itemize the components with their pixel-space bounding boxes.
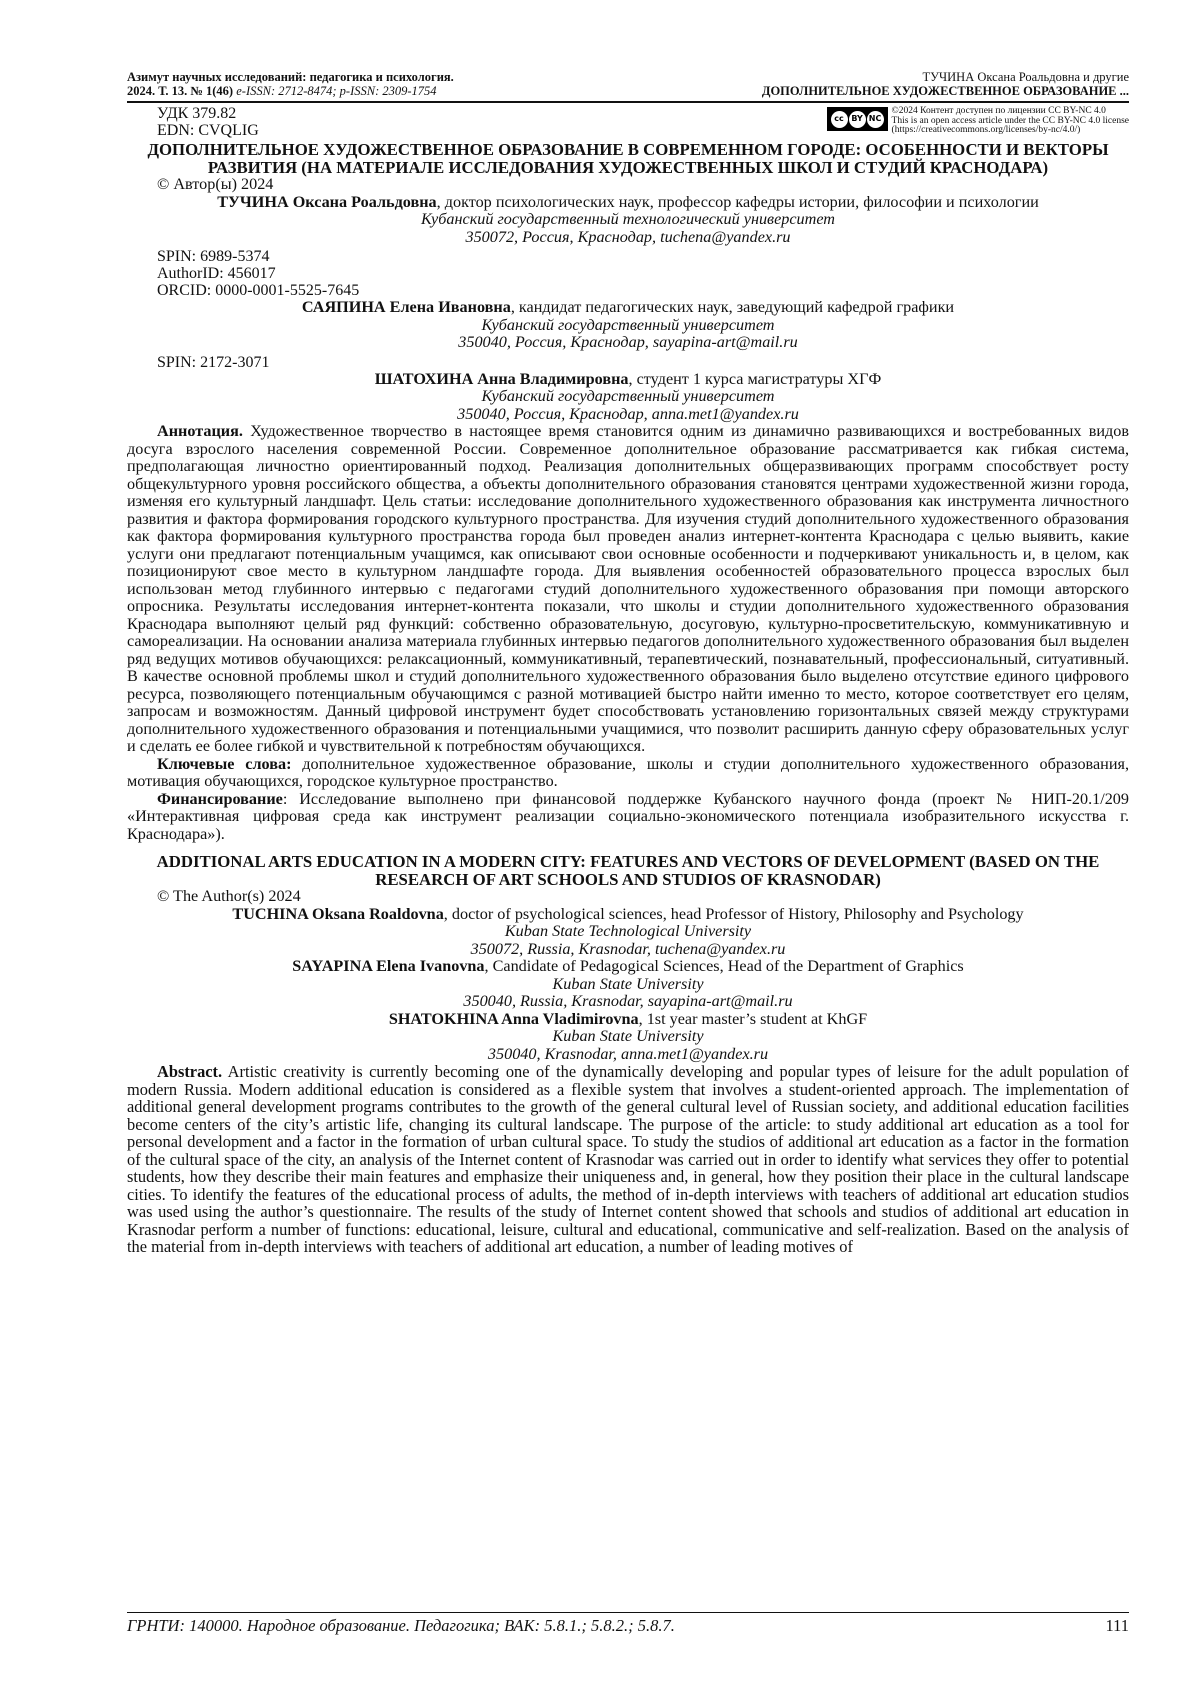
author-role: , 1st year master’s student at KhGF <box>638 1009 868 1028</box>
author-role: , doctor of psychological sciences, head Professor of History, Philosophy and Psychology <box>443 904 1024 923</box>
author-org: Кубанский государственный технологический университет <box>421 210 835 228</box>
running-title: ДОПОЛНИТЕЛЬНОЕ ХУДОЖЕСТВЕННОЕ ОБРАЗОВАНИЕ ... <box>761 84 1129 98</box>
orcid: ORCID: 0000-0001-5525-7645 <box>157 282 360 299</box>
funding-label: Финансирование <box>157 789 283 808</box>
author-name: САЯПИНА Елена Ивановна <box>301 298 511 316</box>
author-block-en-1 <box>127 906 1129 959</box>
keywords-text: дополнительное художественное образование, школы и студии дополнительного художественного образования, мотивация обучающихся, городское культурное пространство. <box>127 754 1129 790</box>
author-name: SHATOKHINA Anna Vladimirovna <box>388 1009 639 1028</box>
abstract-text: Artistic creativity is currently becoming one of the dynamically developing and popular types of leisure for the adult population of modern Russia. Modern additional education is considered as a flexible system that involves a student-oriented approach. The implementation of additional general development programs contributes to the growth of the general cultural level of Russian society, and additional education facilities become centers of the city’s artistic life, changing its cultural landscape. The purpose of the article: to study additional art education as a tool for personal development and a factor in the formation of urban cultural space. To study the studios of additional art education as a factor in the formation of the cultural space of the city, an analysis of the Internet content of Krasnodar was carried out in order to identify what services they offer to potential students, how they describe their main features and emphasize their uniqueness and, in general, how they position their place in the cultural landscape cities. To identify the features of the educational process of adults, the method of in-depth interviews with teachers of additional art education studios was used using the author’s questionnaire. The results of the study of Internet content showed that schools and studios of additional art education in Krasnodar perform a number of functions: educational, leisure, cultural and educational, communicative and self-realization. Based on the analysis of the material from in-depth interviews with teachers of additional art education, a number of leading motives of <box>127 1062 1129 1256</box>
article-title-en: ADDITIONAL ARTS EDUCATION IN A MODERN CITY: FEATURES AND VECTORS OF DEVELOPMENT (BASED ON THE RESEARCH OF ART SCHOOLS AND STUDIOS OF KRASNODAR) <box>156 852 1100 889</box>
license-link[interactable]: (https://creativecommons.org/licenses/by-nc/4.0/) <box>891 125 1081 135</box>
spin: SPIN: 6989-5374 <box>157 248 270 265</box>
author-org: Кубанский государственный университет <box>481 387 775 405</box>
spin: SPIN: 2172-3071 <box>157 353 270 371</box>
copyright-ru: © Автор(ы) 2024 <box>157 175 274 193</box>
header-rule <box>127 101 1129 103</box>
funding-ru <box>127 791 1129 844</box>
abstract-label: Аннотация. <box>157 422 243 440</box>
author-org: Кубанский государственный университет <box>481 315 775 334</box>
page-footer <box>127 1612 1129 1636</box>
author-org: Kuban State Technological University <box>504 922 752 940</box>
abstract-text: Художественное творчество в настоящее время становится одним из динамично развивающихся и востребованных видов досуга взрослого населения современной России. Современное дополнительное образование рассматривается как гибкая система, предполагающая личностно ориентированный подход. Реализация дополнительных общеразвивающих программ способствует росту общекультурного уровня российского общества, а объекты дополнительного образования становятся центрами художественной жизни города, изменяя его культурный ландшафт. Цель статьи: исследование дополнительного художественного образования как инструмента личностного развития и фактора формирования городского культурного пространства. Для изучения студий дополнительного художественного образования как фактора формирования культурного пространства города был проведен анализ интернет-контента Краснодара с целью выявить, какие услуги они предлагают потенциальным учащимся, как описывают свои основные особенности и подчеркивают уникальность и, в целом, как позиционируют свое место в культурном ландшафте города. Для выявления особенностей образовательного процесса взрослых был использован метод глубинного интервью с педагогами студий дополнительного художественного образования при помощи авторского опросника. Результаты исследования интернет-контента показали, что школы и студии дополнительного художественного образования Краснодара выполняют целый ряд функций: собственно образовательную, досуговую, культурно-просветительскую, коммуникативную и самореализации. На основании анализа материала глубинных интервью педагогов дополнительного художественного образования был выделен ряд ведущих мотивов обучающихся: релаксационный, коммуникативный, терапевтический, познавательный, профессиональный, ситуативный. В качестве основной проблемы школ и студий дополнительного художественного образования было выделено отсутствие единого цифрового ресурса, позволяющего потенциальным обучающимся с разной мотивацией быстро найти именно то место, которое соответствует его целям, запросам и возможностям. Данный цифровой инструмент будет способствовать установлению горизонтальных связей между структурами дополнительного художественного образования и потенциальными учащимися, что позволит расширить данную сферу образовательных услуг и сделать ее более гибкой и чувствительной к потребностям обучающихся. <box>127 422 1129 755</box>
journal-name: Азимут научных исследований: педагогика и психология. <box>127 70 454 84</box>
author-block-ru-1 <box>127 194 1129 300</box>
author-block-ru-2 <box>127 299 1129 371</box>
author-role: , кандидат педагогических наук, заведующий кафедрой графики <box>510 298 955 316</box>
author-id: AuthorID: 456017 <box>157 265 276 282</box>
author-address[interactable]: 350040, Krasnodar, anna.met1@yandex.ru <box>487 1044 769 1063</box>
author-name: ШАТОХИНА Анна Владимировна <box>374 369 629 388</box>
author-org: Kuban State University <box>552 974 704 993</box>
author-block-en-2 <box>127 958 1129 1011</box>
by-attribution-icon: BY <box>849 111 866 128</box>
author-role: , доктор психологических наук, профессор кафедры истории, философии и психологии <box>436 192 1039 211</box>
author-address[interactable]: 350040, Russia, Krasnodar, sayapina-art@mail.ru <box>463 992 793 1010</box>
journal-issue: 2024. Т. 13. № 1(46) e-ISSN: 2712-8474; p-ISSN: 2309-1754 <box>127 84 437 98</box>
nc-noncommercial-icon: NC <box>867 111 884 128</box>
author-org: Kuban State University <box>552 1027 704 1045</box>
author-ids <box>127 354 1129 371</box>
article-title-ru: ДОПОЛНИТЕЛЬНОЕ ХУДОЖЕСТВЕННОЕ ОБРАЗОВАНИЕ В СОВРЕМЕННОМ ГОРОДЕ: ОСОБЕННОСТИ И ВЕКТОРЫ РАЗВИТИЯ (НА МАТЕРИАЛЕ ИССЛЕДОВАНИЯ ХУДОЖЕСТВЕННЫХ ШКОЛ И СТУДИЙ КРАСНОДАРА) <box>147 140 1109 177</box>
funding-text: : Исследование выполнено при финансовой поддержке Кубанского научного фонда (проект № НИП-20.1/209 «Интерактивная цифровая среда как инструмент реализации социально-экономического потенциала изобразительного искусства г. Краснодара»). <box>127 789 1129 843</box>
abstract-label: Abstract. <box>157 1062 223 1081</box>
abstract-en <box>127 1063 1129 1256</box>
meta-row <box>127 105 1129 139</box>
running-header <box>127 70 1129 98</box>
author-address[interactable]: 350040, Россия, Краснодар, sayapina-art@mail.ru <box>458 333 798 351</box>
article-running-title <box>762 70 1129 98</box>
keywords-ru <box>127 756 1129 791</box>
footer-classification: ГРНТИ: 140000. Народное образование. Педагогика; ВАК: 5.8.1.; 5.8.2.; 5.8.7. <box>127 1616 675 1635</box>
author-block-ru-3 <box>127 371 1129 424</box>
license-block <box>827 105 1129 139</box>
author-name: SAYAPINA Elena Ivanovna <box>292 957 485 975</box>
cc-logo-icon: cc <box>831 111 848 128</box>
author-role: , студент 1 курса магистратуры ХГФ <box>628 369 882 388</box>
abstract-ru <box>127 423 1129 756</box>
page <box>127 70 1129 1256</box>
author-name: TUCHINA Oksana Roaldovna <box>232 904 444 923</box>
copyright-en: © The Author(s) 2024 <box>157 887 301 905</box>
author-address[interactable]: 350040, Россия, Краснодар, anna.met1@yandex.ru <box>457 404 799 423</box>
udk: УДК 379.82 <box>157 105 237 122</box>
identifiers <box>127 105 259 139</box>
author-name: ТУЧИНА Оксана Роальдовна <box>217 192 437 211</box>
author-address[interactable]: 350072, Russia, Krasnodar, tuchena@yandex.ru <box>470 939 786 958</box>
author-address[interactable]: 350072, Россия, Краснодар, tuchena@yandex.ru <box>465 227 791 246</box>
page-number: 111 <box>1105 1616 1129 1635</box>
author-role: , Candidate of Pedagogical Sciences, Head of the Department of Graphics <box>484 957 964 975</box>
edn: EDN: CVQLIG <box>157 122 259 139</box>
running-author: ТУЧИНА Оксана Роальдовна и другие <box>922 70 1129 84</box>
license-text: ©2024 Контент доступен по лицензии CC BY-NC 4.0 This is an open access article under the CC BY-NC 4.0 license (https://creativecommons.org/licenses/by-nc/4.0/) <box>891 106 1129 135</box>
author-ids <box>127 248 1129 299</box>
author-block-en-3 <box>127 1011 1129 1064</box>
keywords-label: Ключевые слова: <box>157 754 292 773</box>
journal-info <box>127 70 454 98</box>
cc-license-icon[interactable] <box>827 107 888 131</box>
